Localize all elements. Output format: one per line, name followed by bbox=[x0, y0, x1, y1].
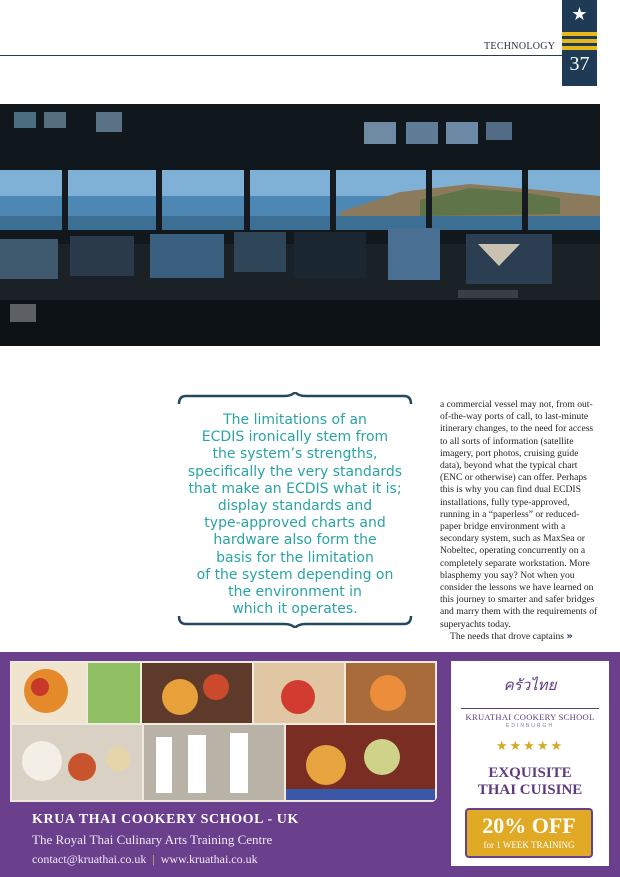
logo bbox=[451, 673, 609, 697]
discount-offer-badge bbox=[465, 808, 593, 858]
hero-photo bbox=[0, 104, 600, 346]
pull-quote-line: that make an ECDIS what it is; bbox=[188, 480, 402, 497]
pull-quote-line: which it operates. bbox=[232, 601, 358, 618]
continued-text: The needs that drove captains bbox=[450, 630, 565, 642]
badge-stripe bbox=[562, 32, 597, 36]
advert-offer-panel bbox=[451, 661, 609, 866]
headline-line-2: THAI CUISINE bbox=[477, 782, 583, 798]
pull-quote-line: basis for the limitation bbox=[216, 549, 374, 566]
body-paragraph: a commercial vessel may not, from out-of-the-way ports of call, to last-minute itinerary changes, to the need for access to all sorts of information (satellite imagery, port photos, cruising guide data), beyond what the typical chart (ENC or otherwise) can offer. Perhaps this is why you can find dual ECDIS installations, fully type-approved, running in a “paperless” or reduced-paper bridge environment with a secondary system, such as MaxSea or Nobeltec, operating concurrently on a completely separate workstation. More blasphemy you say? Not when you consider the lessons we have learned on this journey to smarter and safer bridges and marry them with the requirements of superyachts today. bbox=[440, 399, 598, 630]
pull-quote-line: specifically the very standards bbox=[187, 463, 403, 480]
body-column bbox=[440, 399, 600, 643]
bridge-simulator-illustration bbox=[0, 104, 600, 346]
star-icon: ★ bbox=[571, 4, 588, 25]
badge-stripe bbox=[562, 39, 597, 43]
advert-contact bbox=[32, 852, 258, 867]
food-collage-illustration bbox=[10, 661, 437, 802]
logo-school-name: KRUATHAI COOKERY SCHOOL bbox=[461, 708, 599, 722]
offer-percent: 20% OFF bbox=[482, 813, 576, 838]
continue-chevron-icon: » bbox=[566, 630, 573, 642]
pull-quote-text bbox=[184, 412, 406, 618]
advert-food-photos bbox=[10, 661, 437, 802]
rating-stars: ★★★★★ bbox=[495, 739, 565, 754]
advert-headline bbox=[451, 765, 609, 799]
pull-quote-line: ECDIS ironically stem from bbox=[201, 429, 389, 446]
logo-city: EDINBURGH bbox=[505, 723, 554, 729]
headline-line-1: EXQUISITE bbox=[488, 765, 572, 781]
offer-terms: for 1 WEEK TRAINING bbox=[483, 840, 575, 850]
pull-quote-line: of the system depending on bbox=[196, 566, 394, 583]
body-continued bbox=[440, 631, 600, 643]
pull-quote-line: The limitations of an bbox=[223, 412, 367, 428]
advert-website[interactable]: www.kruathai.co.uk bbox=[160, 852, 258, 866]
pull-quote bbox=[176, 392, 414, 632]
page-badge bbox=[562, 0, 597, 86]
pull-quote-line: display standards and bbox=[217, 498, 373, 515]
pull-quote-top-bracket bbox=[176, 392, 414, 406]
pull-quote-line: the environment in bbox=[228, 584, 362, 601]
section-label: TECHNOLOGY bbox=[484, 41, 556, 52]
pull-quote-line: the system’s strengths, bbox=[212, 446, 378, 463]
page-number: 37 bbox=[569, 53, 590, 75]
contact-separator: | bbox=[152, 852, 155, 866]
pull-quote-line: type-approved charts and bbox=[204, 515, 386, 532]
badge-stripe bbox=[562, 46, 597, 50]
advert-email[interactable]: contact@kruathai.co.uk bbox=[32, 852, 147, 866]
pull-quote-line: hardware also form the bbox=[213, 532, 377, 549]
header-rule bbox=[0, 55, 562, 56]
advert-title: KRUA THAI COOKERY SCHOOL - UK bbox=[32, 812, 300, 827]
logo-thai-script: ครัวไทย bbox=[503, 676, 557, 694]
pull-quote-bottom-bracket bbox=[176, 614, 414, 628]
advert-subtitle: The Royal Thai Culinary Arts Training Centre bbox=[32, 832, 273, 847]
